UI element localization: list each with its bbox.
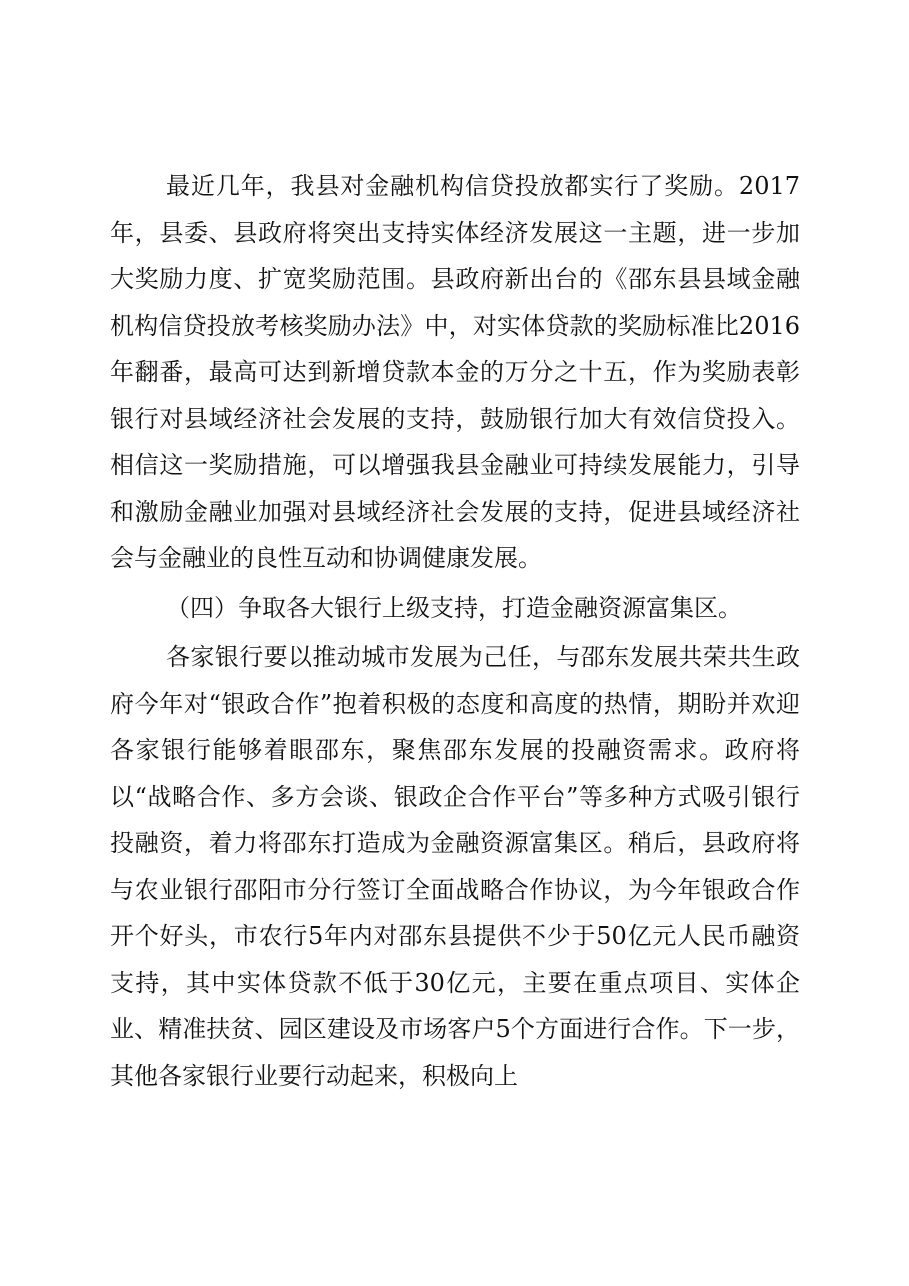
document-body: [110, 163, 800, 1099]
paragraph-incentive-policy: 最近几年，我县对金融机构信贷投放都实行了奖励。2017年，县委、县政府将突出支持实体经济发展这一主题，进一步加大奖励力度、扩宽奖励范围。县政府新出台的《邵东县县域金融机构信贷投放考核奖励办法》中，对实体贷款的奖励标准比2016年翻番，最高可达到新增贷款本金的万分之十五，作为奖励表彰银行对县域经济社会发展的支持，鼓励银行加大有效信贷投入。相信这一奖励措施，可以增强我县金融业可持续发展能力，引导和激励金融业加强对县域经济社会发展的支持，促进县域经济社会与金融业的良性互动和协调健康发展。: [110, 172, 800, 572]
paragraph-bank-cooperation: 各家银行要以推动城市发展为己任，与邵东发展共荣共生政府今年对“银政合作”抱着积极的态度和高度的热情，期盼并欢迎各家银行能够着眼邵东，聚焦邵东发展的投融资需求。政府将以“战略合作、多方会谈、银政企合作平台”等多种方式吸引银行投融资，着力将邵东打造成为金融资源富集区。稍后，县政府将与农业银行邵阳市分行签订全面战略合作协议，为今年银政合作开个好头，市农行5年内对邵东县提供不少于50亿元人民币融资支持，其中实体贷款不低于30亿元，主要在重点项目、实体企业、精准扶贫、园区建设及市场客户5个方面进行合作。下一步，其他各家银行业要行动起来，积极向上: [110, 643, 800, 1090]
section-heading-four: （四）争取各大银行上级支持，打造金融资源富集区。: [166, 593, 742, 622]
